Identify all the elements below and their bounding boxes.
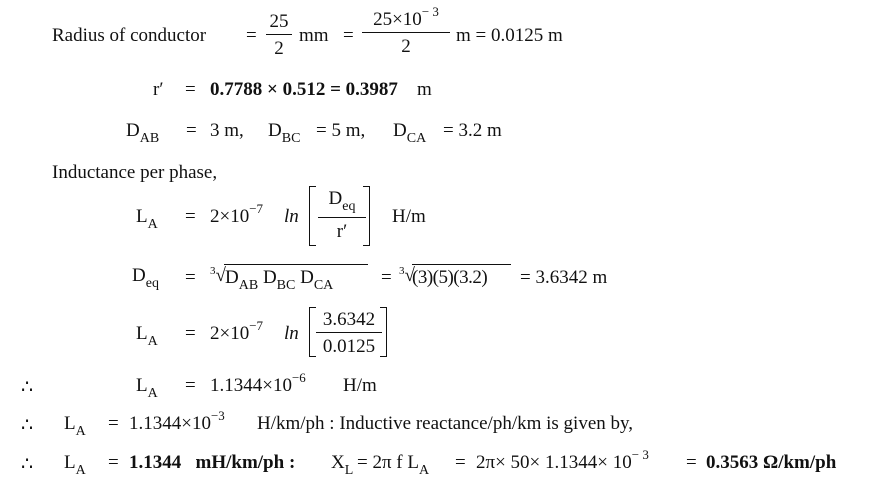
la-symbol: $L_A$ <box>64 452 86 478</box>
la-symbol: $L_A$ <box>64 413 86 439</box>
radical-bar <box>412 264 511 265</box>
radius-result: m = 0.0125 m <box>456 25 563 46</box>
distance-ca: $D_{CA}$ <box>393 120 427 146</box>
coefficient: $2\times 10^{-7}$ <box>210 201 264 227</box>
distance-bc: $D_{BC}$ <box>268 120 301 146</box>
distance-ab-value: 3 m, <box>210 120 244 141</box>
therefore-symbol: ∴ <box>21 415 34 436</box>
coefficient: $2\times 10^{-7}$ <box>210 318 264 344</box>
coefficient: $1.1344\times 10^{-3}$ <box>129 408 225 434</box>
equals-sign: = <box>185 267 196 288</box>
reactance-formula: = 2π f $L_A$ <box>357 452 430 478</box>
reactance-result: 0.3563 Ω/km/ph <box>706 452 837 473</box>
fraction-numerator: 25 <box>269 11 289 32</box>
fraction-denominator: 2 <box>274 38 284 59</box>
cube-root-sign: $^3$√ <box>210 265 226 286</box>
right-bracket <box>380 307 387 357</box>
equals-sign: = <box>185 206 196 227</box>
distance-bc-value: = 5 m, <box>316 120 366 141</box>
unit-h-per-m: H/m <box>343 375 377 396</box>
ln-function: ln <box>284 323 299 344</box>
fraction-bar <box>316 332 382 333</box>
fraction-numerator <box>362 4 450 30</box>
la-symbol: $L_A$ <box>136 206 158 232</box>
equals-sign: = <box>455 452 466 473</box>
la-symbol: $L_A$ <box>136 375 158 401</box>
reactance-calc: $2\pi\times 50\times 1.1344\times 10^{- 3}$ <box>476 447 649 473</box>
reactance-intro: H/km/ph : Inductive reactance/ph/km is given by, <box>257 413 634 434</box>
equals-sign: = <box>381 267 392 288</box>
therefore-symbol: ∴ <box>21 377 34 398</box>
equals-sign: = <box>185 323 196 344</box>
fraction-numerator: 3.6342 <box>322 309 376 330</box>
fraction-deq-over-rprime <box>318 189 366 241</box>
reactance-symbol: $X_L$ <box>331 452 354 478</box>
deq-result: = 3.6342 m <box>520 267 608 288</box>
left-bracket <box>309 307 316 357</box>
fraction-exponent <box>362 4 450 57</box>
equals-sign: = <box>185 79 196 100</box>
distance-ab: $D_{AB}$ <box>126 120 160 146</box>
rprime-value: 0.7788 × 0.512 = 0.3987 <box>210 79 398 100</box>
radical-bar <box>224 264 368 265</box>
coefficient: $1.1344\times 10^{-6}$ <box>210 370 306 396</box>
fraction-numeric <box>316 310 382 356</box>
fraction-denominator: 0.0125 <box>322 336 376 357</box>
deq-symbol: $D_{eq}$ <box>132 265 159 291</box>
equals-sign: = <box>343 25 354 46</box>
rprime-label: r′ <box>153 79 164 100</box>
distance-ca-value: = 3.2 m <box>443 120 502 141</box>
cube-root-sign: $^3$√ <box>399 265 415 286</box>
numerator-exponent: − 3 <box>421 4 439 19</box>
radicand: (3)(5)(3.2) <box>412 267 488 288</box>
equals-sign: = <box>686 452 697 473</box>
equals-sign: = <box>246 25 257 46</box>
unit-h-per-m: H/m <box>392 206 426 227</box>
fraction-numerator: $D_{eq}$ <box>328 188 356 214</box>
unit-mm: mm <box>299 25 329 46</box>
fraction-bar <box>318 217 366 218</box>
radicand: $D_{AB}$ $D_{BC}$ $D_{CA}$ <box>225 267 334 293</box>
fraction-bar <box>362 32 450 33</box>
numerator-base: 25×10 <box>373 9 422 30</box>
therefore-symbol: ∴ <box>21 454 34 475</box>
la-symbol: $L_A$ <box>136 323 158 349</box>
equals-sign: = <box>108 452 119 473</box>
right-bracket <box>363 186 370 246</box>
equals-sign: = <box>186 120 197 141</box>
fraction-denominator: r′ <box>336 221 348 242</box>
equals-sign: = <box>185 375 196 396</box>
fraction-denominator: 2 <box>401 36 411 57</box>
ln-function: ln <box>284 206 299 227</box>
inductance-heading: Inductance per phase, <box>52 162 218 183</box>
fraction-25-over-2 <box>266 12 292 58</box>
fraction-bar <box>266 34 292 35</box>
radius-label: Radius of conductor <box>52 25 207 46</box>
equals-sign: = <box>108 413 119 434</box>
la-result-bold: 1.1344 mH/km/ph : <box>129 452 296 473</box>
rprime-unit: m <box>417 79 432 100</box>
left-bracket <box>309 186 316 246</box>
